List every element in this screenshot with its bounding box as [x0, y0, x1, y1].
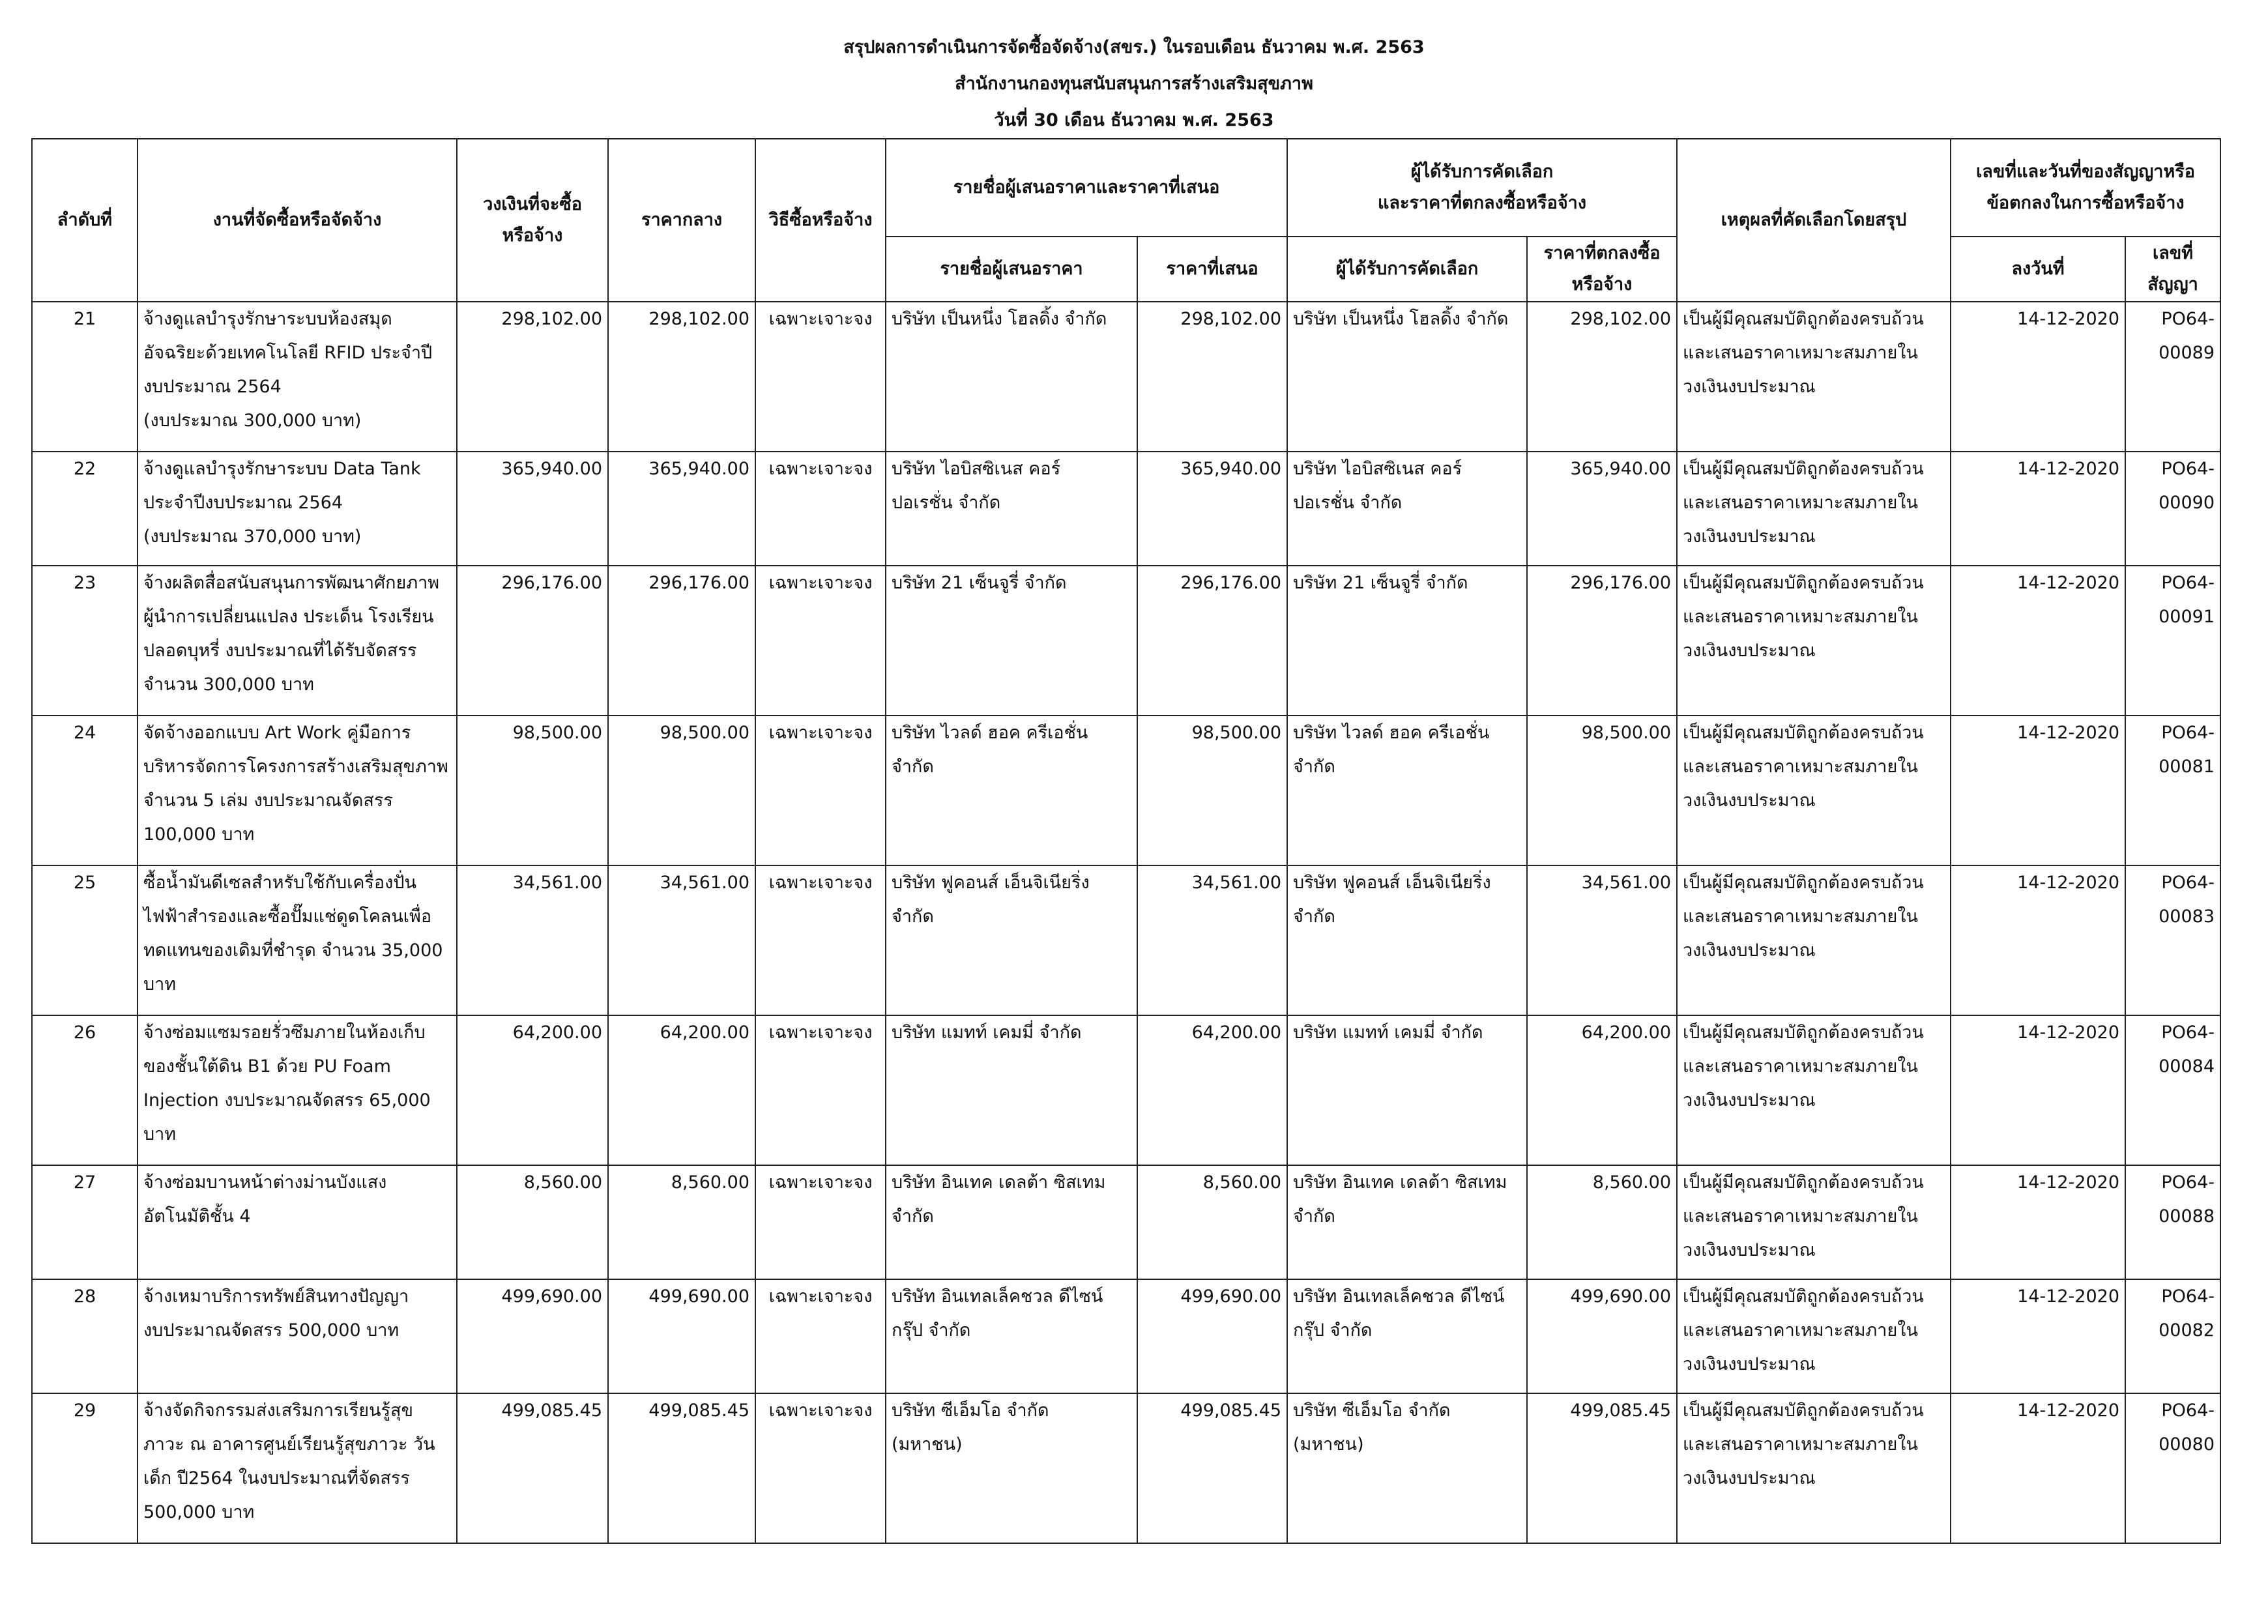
- cell-bidder: บริษัท ฟูคอนส์ เอ็นจิเนียริ่ง จำกัด: [886, 865, 1137, 1015]
- cell-method: เฉพาะเจาะจง: [755, 302, 886, 452]
- report-title: สรุปผลการดำเนินการจัดซื้อจัดจ้าง(สขร.) ในรอบเดือน ธันวาคม พ.ศ. 2563: [843, 37, 1425, 57]
- table-row: [32, 302, 2220, 452]
- cell-contract-no: PO64-00091: [2125, 566, 2220, 716]
- col-contract-group: เลขที่และวันที่ของสัญญาหรือ ข้อตกลงในการซื้อหรือจ้าง: [1951, 139, 2220, 237]
- cell-method: เฉพาะเจาะจง: [755, 1393, 886, 1543]
- cell-median-price: 34,561.00: [608, 865, 755, 1015]
- cell-agreed-price: 296,176.00: [1527, 566, 1677, 716]
- cell-contract-no: PO64-00080: [2125, 1393, 2220, 1543]
- col-work: งานที่จัดซื้อหรือจัดจ้าง: [138, 139, 457, 302]
- cell-median-price: 8,560.00: [608, 1165, 755, 1279]
- table-row: [32, 716, 2220, 865]
- cell-budget: 298,102.00: [457, 302, 608, 452]
- cell-budget: 499,690.00: [457, 1279, 608, 1393]
- cell-method: เฉพาะเจาะจง: [755, 1015, 886, 1165]
- col-bid-price: ราคาที่เสนอ: [1137, 237, 1287, 302]
- cell-date: 14-12-2020: [1951, 865, 2125, 1015]
- cell-winner: บริษัท 21 เซ็นจูรี่ จำกัด: [1287, 566, 1527, 716]
- table-row: [32, 452, 2220, 566]
- table-row: [32, 1165, 2220, 1279]
- cell-bidder: บริษัท ไวลด์ ฮอค ครีเอชั่น จำกัด: [886, 716, 1137, 865]
- cell-bidder: บริษัท 21 เซ็นจูรี่ จำกัด: [886, 566, 1137, 716]
- cell-reason: เป็นผู้มีคุณสมบัติถูกต้องครบถ้วน และเสนอราคาเหมาะสมภายใน วงเงินงบประมาณ: [1677, 452, 1951, 566]
- col-contract-no: เลขที่สัญญา: [2125, 237, 2220, 302]
- cell-work: จ้างซ่อมบานหน้าต่างม่านบังแสง อัตโนมัติชั้น 4: [138, 1165, 457, 1279]
- cell-seq: 24: [32, 716, 138, 865]
- cell-method: เฉพาะเจาะจง: [755, 1279, 886, 1393]
- cell-median-price: 365,940.00: [608, 452, 755, 566]
- cell-method: เฉพาะเจาะจง: [755, 716, 886, 865]
- document-header: [0, 29, 2268, 138]
- cell-work: จ้างจัดกิจกรรมส่งเสริมการเรียนรู้สุข ภาวะ ณ อาคารศูนย์เรียนรู้สุขภาวะ วัน เด็ก ปี2564 ในงบประมาณที่จัดสรร 500,000 บาท: [138, 1393, 457, 1543]
- cell-date: 14-12-2020: [1951, 1165, 2125, 1279]
- procurement-table: [31, 138, 2221, 1544]
- cell-work: ซื้อน้ำมันดีเซลสำหรับใช้กับเครื่องปั่น ไฟฟ้าสำรองและซื้อปั๊มแช่ดูดโคลนเพื่อ ทดแทนของเดิมที่ชำรุด จำนวน 35,000 บาท: [138, 865, 457, 1015]
- col-seq: ลำดับที่: [32, 139, 138, 302]
- col-bidder-name: รายชื่อผู้เสนอราคา: [886, 237, 1137, 302]
- col-reason: เหตุผลที่คัดเลือกโดยสรุป: [1677, 139, 1951, 302]
- cell-agreed-price: 64,200.00: [1527, 1015, 1677, 1165]
- cell-winner: บริษัท ไอบิสซิเนส คอร์ ปอเรชั่น จำกัด: [1287, 452, 1527, 566]
- table-row: [32, 566, 2220, 716]
- cell-budget: 365,940.00: [457, 452, 608, 566]
- cell-reason: เป็นผู้มีคุณสมบัติถูกต้องครบถ้วน และเสนอราคาเหมาะสมภายใน วงเงินงบประมาณ: [1677, 1165, 1951, 1279]
- cell-contract-no: PO64-00081: [2125, 716, 2220, 865]
- cell-bidder: บริษัท แมทท์ เคมมี่ จำกัด: [886, 1015, 1137, 1165]
- cell-agreed-price: 365,940.00: [1527, 452, 1677, 566]
- cell-work: จ้างดูแลบำรุงรักษาระบบ Data Tank ประจำปีงบประมาณ 2564 (งบประมาณ 370,000 บาท): [138, 452, 457, 566]
- cell-agreed-price: 34,561.00: [1527, 865, 1677, 1015]
- cell-budget: 296,176.00: [457, 566, 608, 716]
- cell-work: จ้างผลิตสื่อสนับสนุนการพัฒนาศักยภาพ ผู้นำการเปลี่ยนแปลง ประเด็น โรงเรียน ปลอดบุหรี่ งบประมาณที่ได้รับจัดสรร จำนวน 300,000 บาท: [138, 566, 457, 716]
- cell-method: เฉพาะเจาะจง: [755, 1165, 886, 1279]
- cell-method: เฉพาะเจาะจง: [755, 452, 886, 566]
- cell-median-price: 296,176.00: [608, 566, 755, 716]
- cell-date: 14-12-2020: [1951, 716, 2125, 865]
- table-row: [32, 1393, 2220, 1543]
- cell-bidder: บริษัท อินเทค เดลต้า ซิสเทม จำกัด: [886, 1165, 1137, 1279]
- cell-seq: 21: [32, 302, 138, 452]
- cell-median-price: 499,690.00: [608, 1279, 755, 1393]
- cell-winner: บริษัท แมทท์ เคมมี่ จำกัด: [1287, 1015, 1527, 1165]
- col-budget: วงเงินที่จะซื้อ หรือจ้าง: [457, 139, 608, 302]
- col-bidders-group: รายชื่อผู้เสนอราคาและราคาที่เสนอ: [886, 139, 1287, 237]
- cell-reason: เป็นผู้มีคุณสมบัติถูกต้องครบถ้วน และเสนอราคาเหมาะสมภายใน วงเงินงบประมาณ: [1677, 1393, 1951, 1543]
- cell-reason: เป็นผู้มีคุณสมบัติถูกต้องครบถ้วน และเสนอราคาเหมาะสมภายใน วงเงินงบประมาณ: [1677, 566, 1951, 716]
- cell-method: เฉพาะเจาะจง: [755, 865, 886, 1015]
- cell-winner: บริษัท เป็นหนึ่ง โฮลดิ้ง จำกัด: [1287, 302, 1527, 452]
- cell-work: จ้างเหมาบริการทรัพย์สินทางปัญญา งบประมาณจัดสรร 500,000 บาท: [138, 1279, 457, 1393]
- cell-bidder: บริษัท อินเทลเล็คชวล ดีไซน์ กรุ๊ป จำกัด: [886, 1279, 1137, 1393]
- cell-bidder: บริษัท ซีเอ็มโอ จำกัด (มหาชน): [886, 1393, 1137, 1543]
- cell-agreed-price: 8,560.00: [1527, 1165, 1677, 1279]
- cell-budget: 34,561.00: [457, 865, 608, 1015]
- table-row: [32, 1279, 2220, 1393]
- cell-seq: 25: [32, 865, 138, 1015]
- cell-agreed-price: 98,500.00: [1527, 716, 1677, 865]
- cell-winner: บริษัท ซีเอ็มโอ จำกัด (มหาชน): [1287, 1393, 1527, 1543]
- cell-bid-price: 298,102.00: [1137, 302, 1287, 452]
- cell-date: 14-12-2020: [1951, 302, 2125, 452]
- col-method: วิธีซื้อหรือจ้าง: [755, 139, 886, 302]
- cell-date: 14-12-2020: [1951, 452, 2125, 566]
- cell-contract-no: PO64-00082: [2125, 1279, 2220, 1393]
- cell-median-price: 298,102.00: [608, 302, 755, 452]
- col-winner-name: ผู้ได้รับการคัดเลือก: [1287, 237, 1527, 302]
- cell-median-price: 98,500.00: [608, 716, 755, 865]
- cell-reason: เป็นผู้มีคุณสมบัติถูกต้องครบถ้วน และเสนอราคาเหมาะสมภายใน วงเงินงบประมาณ: [1677, 865, 1951, 1015]
- cell-budget: 98,500.00: [457, 716, 608, 865]
- cell-bid-price: 34,561.00: [1137, 865, 1287, 1015]
- col-date: ลงวันที่: [1951, 237, 2125, 302]
- cell-seq: 22: [32, 452, 138, 566]
- cell-work: จัดจ้างออกแบบ Art Work คู่มือการ บริหารจัดการโครงการสร้างเสริมสุขภาพ จำนวน 5 เล่ม งบประมาณจัดสรร 100,000 บาท: [138, 716, 457, 865]
- cell-bidder: บริษัท เป็นหนึ่ง โฮลดิ้ง จำกัด: [886, 302, 1137, 452]
- cell-date: 14-12-2020: [1951, 1015, 2125, 1165]
- cell-winner: บริษัท ฟูคอนส์ เอ็นจิเนียริ่ง จำกัด: [1287, 865, 1527, 1015]
- cell-bid-price: 64,200.00: [1137, 1015, 1287, 1165]
- cell-agreed-price: 499,085.45: [1527, 1393, 1677, 1543]
- cell-winner: บริษัท ไวลด์ ฮอค ครีเอชั่น จำกัด: [1287, 716, 1527, 865]
- cell-contract-no: PO64-00083: [2125, 865, 2220, 1015]
- cell-median-price: 64,200.00: [608, 1015, 755, 1165]
- cell-reason: เป็นผู้มีคุณสมบัติถูกต้องครบถ้วน และเสนอราคาเหมาะสมภายใน วงเงินงบประมาณ: [1677, 302, 1951, 452]
- cell-seq: 29: [32, 1393, 138, 1543]
- cell-seq: 27: [32, 1165, 138, 1279]
- cell-reason: เป็นผู้มีคุณสมบัติถูกต้องครบถ้วน และเสนอราคาเหมาะสมภายใน วงเงินงบประมาณ: [1677, 716, 1951, 865]
- cell-bidder: บริษัท ไอบิสซิเนส คอร์ ปอเรชั่น จำกัด: [886, 452, 1137, 566]
- cell-seq: 23: [32, 566, 138, 716]
- cell-agreed-price: 298,102.00: [1527, 302, 1677, 452]
- cell-reason: เป็นผู้มีคุณสมบัติถูกต้องครบถ้วน และเสนอราคาเหมาะสมภายใน วงเงินงบประมาณ: [1677, 1279, 1951, 1393]
- col-median-price: ราคากลาง: [608, 139, 755, 302]
- agency-name: สำนักงานกองทุนสนับสนุนการสร้างเสริมสุขภาพ: [955, 74, 1313, 94]
- col-agreed-price: ราคาที่ตกลงซื้อ หรือจ้าง: [1527, 237, 1677, 302]
- table-header-row-1: [32, 139, 2220, 237]
- table-row: [32, 865, 2220, 1015]
- cell-date: 14-12-2020: [1951, 566, 2125, 716]
- cell-bid-price: 499,690.00: [1137, 1279, 1287, 1393]
- report-date: วันที่ 30 เดือน ธันวาคม พ.ศ. 2563: [994, 110, 1274, 130]
- cell-work: จ้างซ่อมแซมรอยรั่วซึมภายในห้องเก็บ ของชั้นใต้ดิน B1 ด้วย PU Foam Injection งบประมาณจัดสรร 65,000 บาท: [138, 1015, 457, 1165]
- cell-date: 14-12-2020: [1951, 1393, 2125, 1543]
- table-row: [32, 1015, 2220, 1165]
- cell-budget: 64,200.00: [457, 1015, 608, 1165]
- col-winner-group: ผู้ได้รับการคัดเลือก และราคาที่ตกลงซื้อหรือจ้าง: [1287, 139, 1677, 237]
- cell-seq: 26: [32, 1015, 138, 1165]
- cell-contract-no: PO64-00090: [2125, 452, 2220, 566]
- cell-median-price: 499,085.45: [608, 1393, 755, 1543]
- cell-contract-no: PO64-00089: [2125, 302, 2220, 452]
- cell-method: เฉพาะเจาะจง: [755, 566, 886, 716]
- cell-work: จ้างดูแลบำรุงรักษาระบบห้องสมุด อัจฉริยะด้วยเทคโนโลยี RFID ประจำปี งบประมาณ 2564 (งบประมาณ 300,000 บาท): [138, 302, 457, 452]
- cell-contract-no: PO64-00084: [2125, 1015, 2220, 1165]
- cell-winner: บริษัท อินเทค เดลต้า ซิสเทม จำกัด: [1287, 1165, 1527, 1279]
- cell-bid-price: 296,176.00: [1137, 566, 1287, 716]
- cell-winner: บริษัท อินเทลเล็คชวล ดีไซน์ กรุ๊ป จำกัด: [1287, 1279, 1527, 1393]
- cell-date: 14-12-2020: [1951, 1279, 2125, 1393]
- cell-budget: 499,085.45: [457, 1393, 608, 1543]
- cell-budget: 8,560.00: [457, 1165, 608, 1279]
- cell-reason: เป็นผู้มีคุณสมบัติถูกต้องครบถ้วน และเสนอราคาเหมาะสมภายใน วงเงินงบประมาณ: [1677, 1015, 1951, 1165]
- cell-bid-price: 98,500.00: [1137, 716, 1287, 865]
- cell-bid-price: 365,940.00: [1137, 452, 1287, 566]
- cell-seq: 28: [32, 1279, 138, 1393]
- cell-bid-price: 499,085.45: [1137, 1393, 1287, 1543]
- cell-agreed-price: 499,690.00: [1527, 1279, 1677, 1393]
- cell-contract-no: PO64-00088: [2125, 1165, 2220, 1279]
- cell-bid-price: 8,560.00: [1137, 1165, 1287, 1279]
